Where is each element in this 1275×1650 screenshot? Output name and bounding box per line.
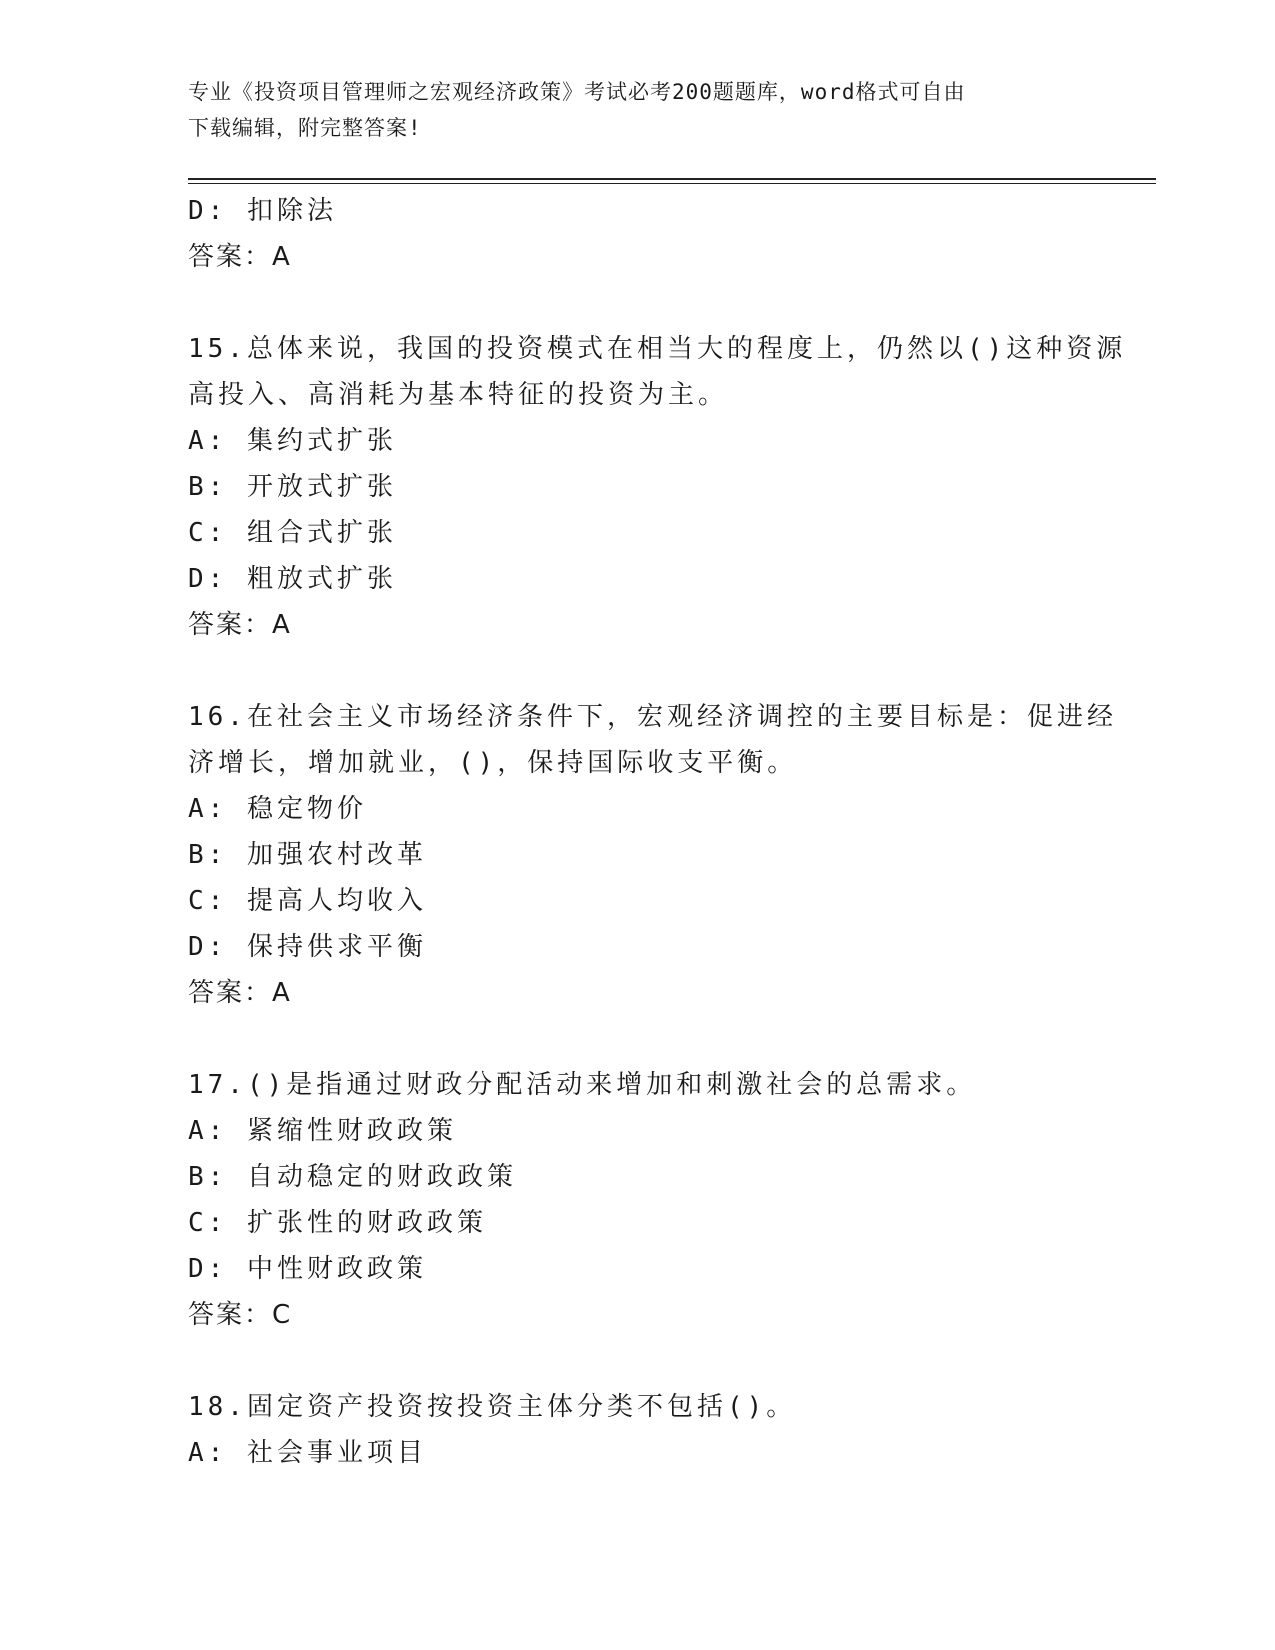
question-15 [188,326,1127,648]
spacer [188,1338,1088,1384]
question-14-tail [188,188,1088,280]
answer: 答案：A [188,242,292,272]
option-d: D: 中性财政政策 [188,1254,427,1284]
question-stem: 15.总体来说，我国的投资模式在相当大的程度上，仍然以()这种资源 [188,334,1127,364]
header-divider-thick [188,178,1156,180]
question-stem: 济增长，增加就业，()，保持国际收支平衡。 [188,748,798,778]
option-d: D: 扣除法 [188,196,337,226]
header-divider-thin [188,183,1156,184]
question-16 [188,694,1117,1016]
option-b: B: 自动稳定的财政政策 [188,1162,517,1192]
question-stem: 16.在社会主义市场经济条件下，宏观经济调控的主要目标是：促进经 [188,702,1117,732]
option-b: B: 加强农村改革 [188,840,427,870]
answer: 答案：A [188,610,292,640]
document-header [188,74,1088,146]
option-a: A: 社会事业项目 [188,1438,427,1468]
header-line-1: 专业《投资项目管理师之宏观经济政策》考试必考200题题库，word格式可自由 [188,80,966,104]
question-list [188,188,1127,1476]
option-c: C: 组合式扩张 [188,518,397,548]
spacer [188,648,1088,694]
option-a: A: 紧缩性财政政策 [188,1116,457,1146]
option-d: D: 保持供求平衡 [188,932,427,962]
question-18 [188,1384,1088,1476]
option-a: A: 集约式扩张 [188,426,397,456]
question-stem: 高投入、高消耗为基本特征的投资为主。 [188,380,729,410]
spacer [188,280,1088,326]
question-stem: 17.()是指通过财政分配活动来增加和刺激社会的总需求。 [188,1070,977,1100]
spacer [188,1016,1088,1062]
header-line-2: 下载编辑，附完整答案! [188,116,422,140]
answer: 答案：C [188,1300,293,1330]
option-a: A: 稳定物价 [188,794,367,824]
option-d: D: 粗放式扩张 [188,564,397,594]
option-c: C: 提高人均收入 [188,886,427,916]
question-17 [188,1062,1088,1338]
answer: 答案：A [188,978,292,1008]
option-c: C: 扩张性的财政政策 [188,1208,487,1238]
option-b: B: 开放式扩张 [188,472,397,502]
question-stem: 18.固定资产投资按投资主体分类不包括()。 [188,1392,797,1422]
